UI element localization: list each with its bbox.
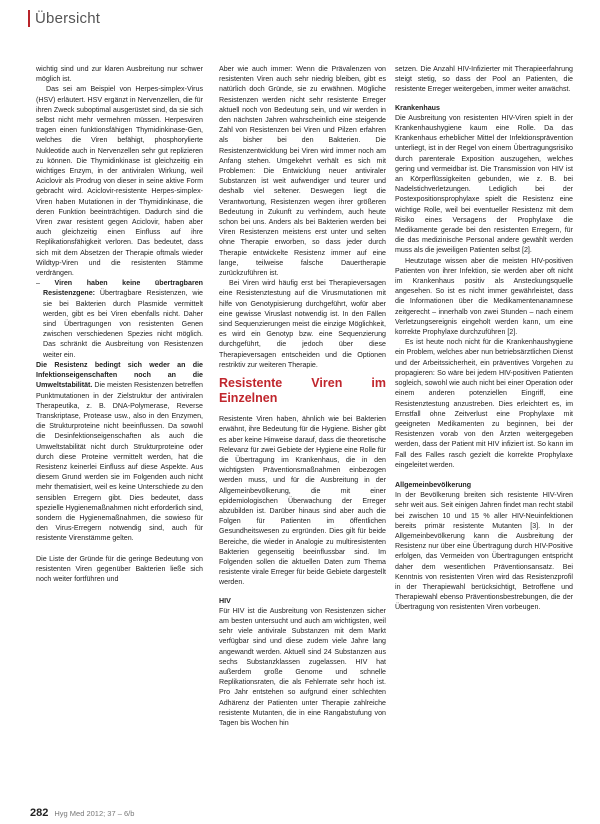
paragraph: Für HIV ist die Ausbreitung von Resistenzen sicher am besten untersucht und auch am wichtigsten, weil sehr viele antivirale Substanzen mit dem Markt verfügbar sind und diese zudem viele Jahre lang angewandt werden. Aktuell sind 24 Substanzen aus sechs Substanzklassen zugelassen. HIV hat außerdem große Genome und schnelle Replikationsraten, die als Fehlerrate sehr hoch ist. Pro Jahr entstehen so aufgrund einer schlechten Adhärenz der Patienten unter Therapie zahlreiche resistente Mutanten, die in eine Rangabstufung von Tagen bis Wochen hin xyxy=(219,606,386,727)
paragraph xyxy=(36,360,203,544)
paragraph: Die Ausbreitung von resistenten HIV-Viren spielt in der Krankenhaushygiene kaum eine Rolle. Da das Krankenhaus erheblicher Mittel der Infektionsprävention unterliegt, ist in der Regel von einem Übertragungsrisiko durch parenterale Exposition auszugehen, welches gering und vermeidbar ist. Die Transmission von HIV ist an Körperflüssigkeiten gebunden, wie z. B. bei Nadelstichverletzungen. Lediglich bei der Postexpositionsprophylaxe spielt die Resistenz eine wichtige Rolle, weil bei eventueller Resistenz mit dem Risiko eines Versagens der Prophylaxe die Medikamente gerade bei den resistenten Erregern, für die das medizinische Personal andere gewählt werden muss als die jeweiligen Patienten selbst [2]. xyxy=(395,113,573,255)
text-column-3 xyxy=(395,64,573,613)
paragraph: Das sei am Beispiel von Herpes-simplex-Virus (HSV) erläutert. HSV ergänzt in Nervenzellen, die für ihren Zweck suboptimal ausgerüstet sind, da sie sich selbst nicht mehr vermehren müssen. Herpesviren tragen einen funktionsfähigen Thymidinkinase-Gen, welches die Viren befähigt, phosphorylierte Nukleotide auch in Nervenzellen sehr gut replizieren zu können. Die Thymidinkinase ist gleichzeitig ein wichtiges Enzym, in der antiviralen Wirkung, weil Aciclovir als Prodrug von dieser in seine aktive Form gebracht wird. Aciclovir-resistente Herpes-simplex-Viren haben Mutationen in der Thymidinkinase, die deren Funktion beeinträchtigen. Dadurch sind die Viren zwar resistent gegen Aciclovir, haben aber auch gleichzeitig einen Einfluss auf ihre Replikationsfähigkeit verloren. Das bedeutet, dass sich mit dem Absetzen der Therapie oftmals wieder Wildtyp-Viren und die resistenten Stämme verdrängen. xyxy=(36,85,203,278)
section-heading: Resistente Viren im Einzelnen xyxy=(219,376,386,406)
journal-citation: Hyg Med 2012; 37 – 6/b xyxy=(54,808,135,818)
page-header xyxy=(28,6,100,30)
paragraph: In der Bevölkerung breiten sich resistente HIV-Viren sehr weit aus. Seit einigen Jahren findet man recht stabil bei zwischen 10 und 15 % aller HIV-Neuinfektionen bereits primär resistente Mutanten [3]. In der Allgemeinbevölkerung kann die Ausbreitung der Resistenz nur über eine Übertragung durch HIV-Positive erfolgen, das Vermeiden von Übertragungen entspricht daher dem wesentlichen Präventionsansatz. Bei Kenntnis von resistenten Viren wird das Resistenzprofil in der Therapiewahl berücksichtigt, Betroffene und Therapiewahl ebenso Präventionsbestrebungen, die der Übertragung von resistenten Viren vorbeugen. xyxy=(395,491,573,612)
dash-list-item: – Viren haben keine übertragbaren Resistenzgene: Übertragbare Resistenzen, wie sie bei Bakterien durch Plasmide vermittelt werden, gibt es bei Viren ebenfalls nicht. Daher sind Übertragungen von resistenten Genen zwischen verschiedenen Spezies nicht möglich. Das schränkt die Ausbreitung von Resistenzen weiter ein. xyxy=(36,279,203,359)
paragraph: wichtig sind und zur klaren Ausbreitung nur schwer möglich ist. xyxy=(36,65,203,84)
paragraph: Resistente Viren haben, ähnlich wie bei Bakterien erwähnt, ihre Bedeutung für die Hygiene. Bisher gibt es aber keine Hinweise darauf, dass die theoretische Relevanz für zwei Gebiete der Hygiene eine Rolle für die Übertragung im Krankenhaus, die in den wichtigsten Präventionsmaßnahmen einbezogen werden muss, und für die Ausbreitung in der Allgemeinbevölkerung, die mit einer epidemiologischen Überwachung der Erreger abzubilden ist. Darüber hinaus sind aber auch die Folgen für Patienten im öffentlichen Gesundheitswesen zu ergründen. Dies gilt für beide Bereiche, die wieder in Analogie zu multiresistenten Bakterien gegenseitig beeinflussbar sind. Im Folgenden sollen die aktuellen Daten zum Thema resistente virale Erreger für beide Gebiete dargestellt werden. xyxy=(219,415,386,587)
text-column-2 xyxy=(219,64,386,728)
subheading-hiv: HIV xyxy=(219,596,231,605)
dash-item-heading: Viren haben keine übertragbaren Resistenzgene: xyxy=(43,279,203,298)
paragraph: Bei Viren wird häufig erst bei Therapieversagen eine Resistenztestung auf die Virusmutationen mit hilfe von Genotypisierung durchgeführt, wofür aber eine gewisse Viruslast notwendig ist. In den Fällen sind Sequenzierungen meist die einzige Möglichkeit, es wird ein Genotyp bzw. eine Sequenzierung durchgeführt, die jedoch über diese Therapieversagen entscheiden und die Optionen restriktiv zur weiteren Therapie. xyxy=(219,279,386,369)
paragraph: setzen. Die Anzahl HIV-Infizierter mit Therapieerfahrung steigt stetig, so dass der Pool an Patienten, die resistente Erreger weitergeben, immer weiter anwächst. xyxy=(395,65,573,94)
page-number: 282 xyxy=(30,807,49,819)
dash-item-text: Übertragbare Resistenzen, wie sie bei Bakterien durch Plasmide vermittelt werden, gibt es bei Viren ebenfalls nicht. Daher sind Übertragungen von resistenten Genen zwischen verschiedenen Spezies nicht möglich. Das schränkt die Ausbreitung von Resistenzen weiter ein. xyxy=(43,289,203,359)
paragraph: Heutzutage wissen aber die meisten HIV-positiven Patienten von ihrer Infektion, sie werden aber oft nicht im Krankenhaus positiv als Ansteckungsquelle angesehen. So ist es nicht immer gewährleistet, dass die Informationen über die Medikamentenanamnese zeitgerecht – innerhalb von zwei Stunden – nach einem Verletzungsereignis eingeholt werden kann, um eine korrekte Prophylaxe durchzuführen [2]. xyxy=(395,256,573,337)
paragraph: Es ist heute noch nicht für die Krankenhaushygiene ein Problem, welches aber nun betriebsärztlichen Dienst und der Arbeitssicherheit, ein präventives Vorgehen zu propagieren: So wäre bei jedem HIV-positiven Patienten sogleich, sowohl wie auch nicht bei einer Operation oder einem anderen potenziellen Eingriff, eine Resistenztestung anzustreben. Dies erleichtert es, im Ernstfall ohne Zeitverlust eine Prophylaxe mit geeigneten Medikamenten zu beginnen, bei der Resistenzen vorab von den Ärzten weitergegeben werden, dass der Patient mit HIV infiziert ist. So kann im Fall des Falles rasch gezielt die korrekte Prophylaxe eingeleitet werden. xyxy=(395,338,573,469)
header-accent-bar xyxy=(28,10,30,27)
page-footer xyxy=(30,807,134,819)
paragraph-text: Die meisten Resistenzen betreffen Punktmutationen in der Zielstruktur der antiviralen Therapeutika, z. B. DNA-Polymerase, Reverse Transkriptase, Protease usw., also in den Enzymen, die Strukturproteine nicht beeinflussen. Da sowohl die Desinfektionseigenschaften als auch die Umweltstabilität nicht durch Strukturproteine oder durch diese Proteine vermittelt werden, hat die Resistenz keinerlei Einfluss auf diese Aspekte. Aus diesem Grund werden sie im Folgenden auch nicht mehr thematisiert, weil es keine Unterschiede zu den sensiblen Erregern gibt. Dies bedeutet, dass spezielle Hygienemaßnahmen nicht erforderlich sind, sondern die Hygienemaßnahmen, die sowieso für den Virus-Erregern notwendig sind, auch für resistente Virenstämme gelten. xyxy=(36,381,203,543)
paragraph: Aber wie auch immer: Wenn die Prävalenzen von resistenten Viren auch sehr niedrig bleiben, gibt es natürlich doch Gründe, sie zu erwähnen. Mögliche Resistenzen werden nicht sehr resistente Erreger aktuell noch von Bedeutung sein, und wir werden in den nächsten Jahren wahrscheinlich eine steigende Zahl von Resistenzen bei Viren und Pilzen erfahren als bisher bei den Bakterien. Die Resistenzentwicklung bei Viren wird immer noch am Anfang stehen. Umgekehrt verhält es sich mit Problemen: Die Entwicklung neuer antiviraler Substanzen ist weit aufwendiger und teurer und deshalb viel seltener. Deswegen liegt die Verantwortung, Resistenzen wegen ihrer größeren Bedeutung in Zukunft zu verhindern, auch heute schon bei uns. Anders als bei Bakterien werden bei Viren Resistenzen meistens erst unter und selten ohne Therapie erworben, so dass jeder durch Therapie entwickelte Resistenz immer auf eine lange, teilweise falsche Dauertherapie zurückzuführen ist. xyxy=(219,65,386,278)
paragraph-lead: Die Resistenz bedingt sich weder an die Infektionseigenschaften noch an die Umweltstabilität. xyxy=(36,360,203,390)
subheading-krankenhaus: Krankenhaus xyxy=(395,103,440,112)
subheading-allgemeinbevoelkerung: Allgemeinbevölkerung xyxy=(395,480,472,489)
section-title: Übersicht xyxy=(35,9,101,27)
text-column-1 xyxy=(36,64,203,584)
paragraph: Die Liste der Gründe für die geringe Bedeutung von resistenten Viren gegenüber Bakterien ließe sich noch weiter fortführen und xyxy=(36,554,203,583)
